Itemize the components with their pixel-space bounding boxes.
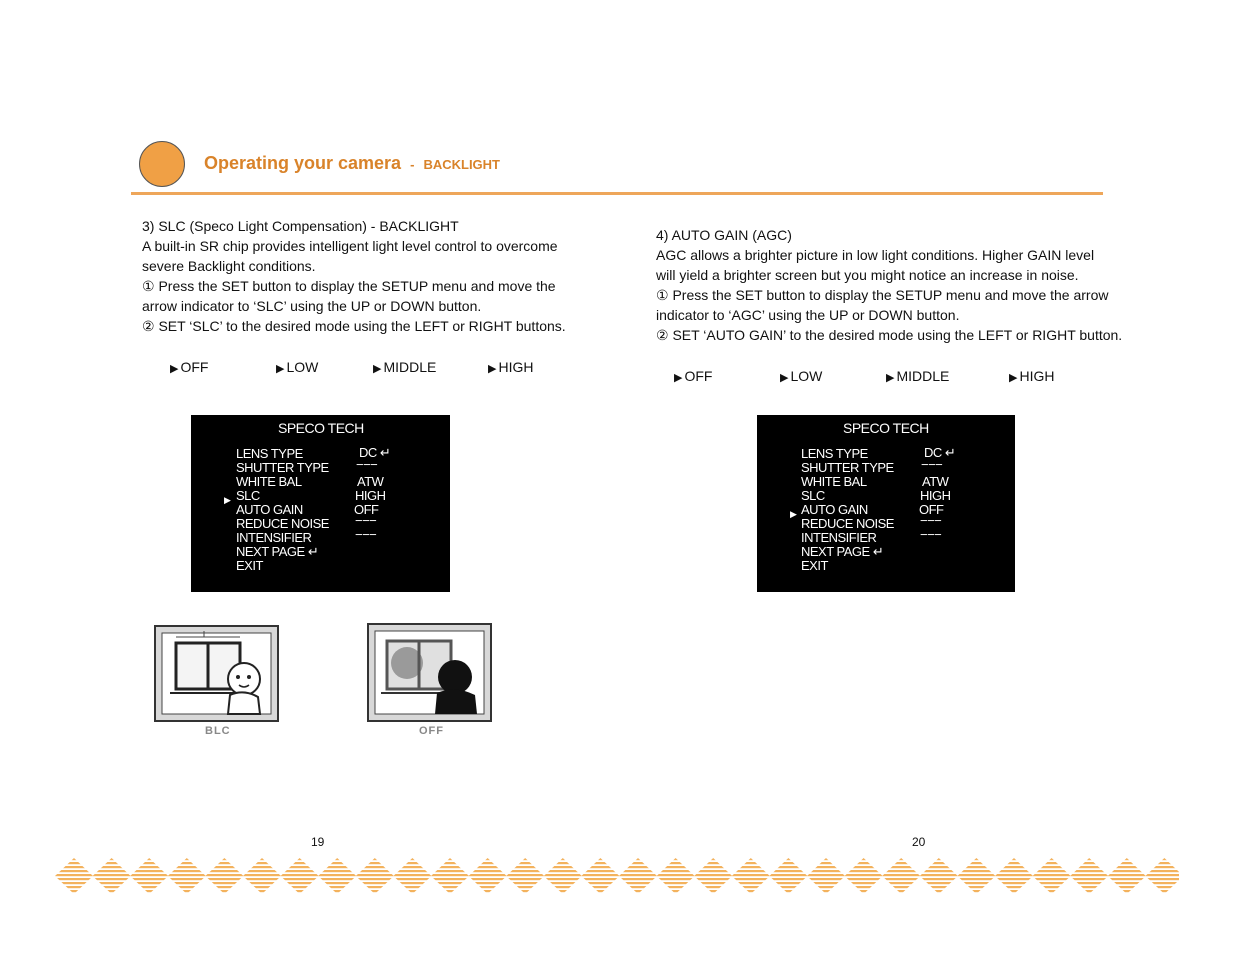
option-high: ▶ HIGH (1009, 368, 1055, 384)
osd-item: EXIT (801, 558, 828, 573)
diamond-ornament (205, 858, 243, 894)
osd-item: WHITE BAL (236, 474, 302, 489)
osd-item: EXIT (236, 558, 263, 573)
option-arrow-icon: ▶ (170, 363, 179, 375)
osd-value: OFF (354, 502, 379, 517)
option-arrow-icon: ▶ (886, 372, 895, 384)
osd-value: −−− (355, 513, 377, 528)
osd-title: SPECO TECH (278, 420, 364, 436)
osd-value: −−− (356, 457, 378, 472)
diamond-ornament (769, 858, 807, 894)
osd-item: INTENSIFIER (801, 530, 877, 545)
section-circle-icon (139, 141, 185, 187)
osd-item: REDUCE NOISE (801, 516, 894, 531)
osd-title: SPECO TECH (843, 420, 929, 436)
diamond-ornament (318, 858, 356, 894)
diamond-ornament (807, 858, 845, 894)
osd-value: ATW (922, 474, 949, 489)
diamond-ornament (1033, 858, 1071, 894)
diamond-ornament (845, 858, 883, 894)
osd-menu-agc (757, 415, 1015, 592)
diamond-ornament (732, 858, 770, 894)
diamond-ornament (93, 858, 131, 894)
option-arrow-icon: ▶ (1009, 372, 1018, 384)
text-line: arrow indicator to ‘SLC’ using the UP or DOWN button. (142, 298, 482, 314)
text-line: ② SET ‘SLC’ to the desired mode using the LEFT or RIGHT buttons. (142, 318, 566, 334)
osd-value: DC ↵ (359, 445, 391, 460)
osd-pointer-icon: ▶ (790, 509, 797, 519)
osd-value: DC ↵ (924, 445, 956, 460)
osd-value: −−− (920, 513, 942, 528)
page-number-left: 19 (311, 835, 325, 849)
osd-item: LENS TYPE (801, 446, 868, 461)
option-arrow-icon: ▶ (373, 363, 382, 375)
text-line: ① Press the SET button to display the SETUP menu and move the (142, 278, 556, 294)
diamond-ornament (1145, 858, 1179, 894)
header-rule (131, 192, 1103, 195)
osd-pointer-icon: ▶ (224, 495, 231, 505)
text-line: severe Backlight conditions. (142, 258, 316, 274)
diamond-ornament (957, 858, 995, 894)
option-off: ▶ OFF (674, 368, 713, 384)
osd-item: WHITE BAL (801, 474, 867, 489)
osd-item: AUTO GAIN (801, 502, 868, 517)
diamond-ornament (130, 858, 168, 894)
diamond-ornament (581, 858, 619, 894)
diamond-ornament (882, 858, 920, 894)
diamond-ornament (619, 858, 657, 894)
slc-description (142, 216, 566, 336)
option-arrow-icon: ▶ (276, 363, 285, 375)
diamond-ornament (920, 858, 958, 894)
off-scene-icon (369, 625, 490, 720)
diamond-ornament (1108, 858, 1146, 894)
title-text: Operating your camera (204, 153, 402, 173)
text-line: AGC allows a brighter picture in low light conditions. Higher GAIN level (656, 247, 1095, 263)
option-low: ▶ LOW (276, 359, 319, 375)
text-line: indicator to ‘AGC’ using the UP or DOWN button. (656, 307, 960, 323)
agc-description (656, 225, 1122, 345)
osd-item: AUTO GAIN (236, 502, 303, 517)
diamond-ornament (168, 858, 206, 894)
osd-value: OFF (919, 502, 944, 517)
osd-item: SLC (236, 488, 260, 503)
osd-value: ATW (357, 474, 384, 489)
option-middle: ▶ MIDDLE (886, 368, 950, 384)
option-middle: ▶ MIDDLE (373, 359, 437, 375)
text-line: ① Press the SET button to display the SETUP menu and move the arrow (656, 287, 1109, 303)
text-line: ② SET ‘AUTO GAIN’ to the desired mode using the LEFT or RIGHT button. (656, 327, 1123, 343)
diamond-ornament (544, 858, 582, 894)
text-line: 3) SLC (Speco Light Compensation) - BACKLIGHT (142, 218, 459, 234)
text-line: 4) AUTO GAIN (AGC) (656, 227, 792, 243)
diamond-ornament (657, 858, 695, 894)
diamond-ornament (243, 858, 281, 894)
diamond-ornament (281, 858, 319, 894)
option-high: ▶ HIGH (488, 359, 534, 375)
page-title (204, 153, 500, 174)
osd-item: INTENSIFIER (236, 530, 312, 545)
option-arrow-icon: ▶ (674, 372, 683, 384)
option-low: ▶ LOW (780, 368, 823, 384)
diamond-ornament (1070, 858, 1108, 894)
off-tv-illustration (367, 623, 492, 722)
page-number-right: 20 (912, 835, 926, 849)
title-subtitle: BACKLIGHT (423, 157, 500, 172)
diamond-ornament (356, 858, 394, 894)
osd-item: SHUTTER TYPE (801, 460, 894, 475)
osd-item: SLC (801, 488, 825, 503)
diamond-ornament (431, 858, 469, 894)
osd-item: NEXT PAGE ↵ (236, 544, 319, 559)
osd-value: HIGH (355, 488, 386, 503)
decorative-border (55, 858, 1179, 894)
osd-item: NEXT PAGE ↵ (801, 544, 884, 559)
osd-value: −−− (920, 527, 942, 542)
blc-caption: BLC (205, 725, 231, 737)
diamond-ornament (506, 858, 544, 894)
osd-item: LENS TYPE (236, 446, 303, 461)
option-arrow-icon: ▶ (488, 363, 497, 375)
text-line: will yield a brighter screen but you might notice an increase in noise. (656, 267, 1079, 283)
off-caption: OFF (419, 725, 444, 737)
text-line: A built-in SR chip provides intelligent light level control to overcome (142, 238, 558, 254)
blc-tv-illustration (154, 625, 279, 722)
osd-item: SHUTTER TYPE (236, 460, 329, 475)
osd-value: −−− (355, 527, 377, 542)
title-separator: - (410, 157, 415, 172)
osd-menu-slc (191, 415, 450, 592)
diamond-ornament (469, 858, 507, 894)
osd-value: −−− (921, 457, 943, 472)
option-off: ▶ OFF (170, 359, 209, 375)
osd-value: HIGH (920, 488, 951, 503)
blc-scene-icon (156, 627, 277, 720)
osd-item: REDUCE NOISE (236, 516, 329, 531)
diamond-ornament (995, 858, 1033, 894)
diamond-ornament (393, 858, 431, 894)
diamond-ornament (694, 858, 732, 894)
option-arrow-icon: ▶ (780, 372, 789, 384)
diamond-ornament (55, 858, 93, 894)
